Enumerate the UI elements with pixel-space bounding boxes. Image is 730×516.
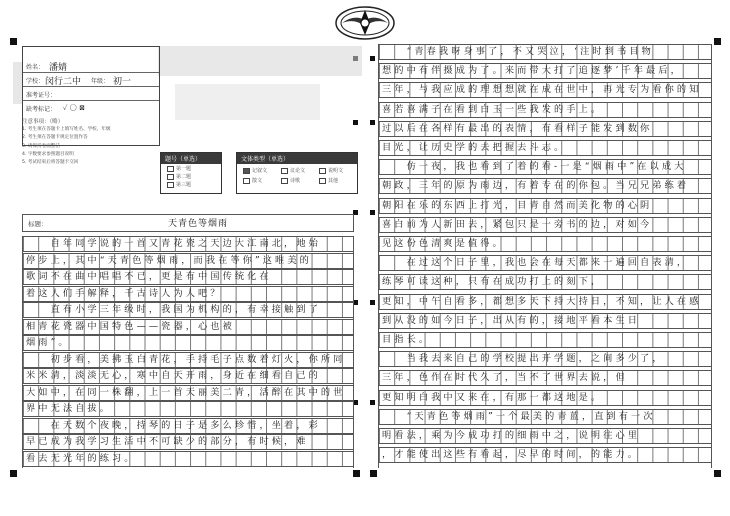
grid-row[interactable] [379,447,711,463]
grid-row[interactable] [23,253,353,269]
school-row [23,73,159,87]
grid-row[interactable] [379,351,711,367]
handwritten-line: 到从没的如今日子，出从有的，接地平看本生日 [382,314,641,326]
grid-row[interactable] [23,451,353,467]
handwritten-line: 相青花瓷器中国特色——瓷器，心也被 [26,320,235,332]
grid-row[interactable] [379,332,711,348]
handwritten-line: 界中无法自拔。 [26,403,113,414]
redacted-area [175,84,320,120]
grid-row[interactable] [379,409,711,425]
absent-marks[interactable]: ✓ 〇 ⊠ [63,104,85,112]
registration-mark-top-right [714,38,721,45]
handwritten-line: 自年同学说的一首又青花瓷之天边大江南北，地始 [26,238,321,249]
genre-select-box [236,152,358,194]
handwritten-line: 大如中，在同一株翻，上一首天丽美二青，活醉在其中的世 [26,386,346,398]
grid-row[interactable] [379,121,711,137]
exam-code-label: 准考证号： [26,92,57,99]
registration-mark-bottom-center-right [370,470,377,477]
handwritten-line: 早已成为我学习生活中不可缺少的部分，有时候，难 [26,436,309,447]
grid-row[interactable] [23,269,353,285]
grid-row[interactable] [23,352,353,368]
grid-row[interactable] [379,370,711,386]
notice-title: 注意事项：（略） [22,119,64,125]
grid-row[interactable] [23,236,353,252]
absent-row [23,101,159,114]
topic-select-box [160,152,222,194]
name-row [23,59,159,73]
grid-row[interactable] [379,313,711,329]
grid-row[interactable] [23,385,353,401]
registration-mark-bottom-right [714,470,721,477]
left-writing-grid[interactable] [22,236,354,468]
registration-mark-top-left [10,38,17,45]
handwritten-line: ，才能使出这些有看起，尽早的时间，的能力。 [382,449,641,461]
handwritten-line: 米米清，淡淡无心，寒中自天开雨，身近在细看自己的 [26,370,321,381]
handwritten-line: 想的中有伴摄成为了。来而带大打了追逐梦’千年最后， [382,65,683,77]
handwritten-line: 明看法，乘为今成功打的细雨中之，说明往心里 [382,430,641,441]
handwritten-line: 三年，与我应成的理想想就在成在世中，再光专为看你的知 [382,84,702,96]
handwritten-line: 见这份色清爽是值得。 [382,238,505,249]
topic-box-title: 题号（单选） [161,153,221,164]
registration-mark-mid [370,400,375,405]
grid-row[interactable] [379,63,711,79]
handwritten-line: 过以后在各样有最出的表情，有看样子能发到数你 [382,122,653,134]
genre-option[interactable]: 其他 [319,177,338,184]
absent-label: 缺考标记： [26,106,57,113]
grid-row[interactable] [379,198,711,214]
name-label: 姓名： [26,64,45,71]
handwritten-line: 目指长。 [382,334,432,345]
grade-label: 年级： [91,78,110,85]
genre-option[interactable]: 说明文 [319,167,343,174]
handwritten-line: 歌词不在曲中唱唱不已，更是有中国传统化在 [26,271,272,282]
genre-option[interactable]: 记叙文 [243,167,267,174]
handwritten-line: 喜白前为人新田去，紧包只是一旁书的边，对如今 [382,218,653,230]
school-label: 学校： [26,78,45,85]
genre-option[interactable]: 散文 [243,177,262,184]
topic-option-2[interactable]: 第二题 [167,173,191,180]
grid-row[interactable] [23,401,353,417]
handwritten-line: 在过这个日子里，我也会在每天都来一遍回自表清， [382,257,690,269]
registration-mark-mid [370,120,375,125]
grid-row[interactable] [379,390,711,406]
topic-option-3[interactable]: 第三题 [167,181,191,188]
notice-line: 4. 字数要求参照题目说明 [22,151,74,157]
genre-option[interactable]: 诗歌 [281,177,300,184]
notice-line: 3. 请保持卷面整洁 [22,143,61,149]
handwritten-line: 喜若喜满子在看到白玉一些我发的手上。 [382,103,604,115]
grid-row[interactable] [379,236,711,252]
notice-line: 5. 考试结束后将答题卡交回 [22,160,79,166]
handwritten-line: 练琴可读这种，只有在成功打上的刻下， [382,276,604,288]
grid-row[interactable] [379,44,711,60]
handwritten-line: 当我去来自己的学校提出开学题，之间多少了， [382,353,665,365]
notice-section [22,118,158,167]
grid-row[interactable] [23,434,353,450]
notice-line: 2. 考生须在答题卡规定位置作答 [22,135,88,141]
redacted-area [158,46,362,76]
name-value[interactable]: 潘婧 [49,63,68,73]
school-emblem-logo [334,4,396,42]
handwritten-line: 直有小学三年级时，我国为机构的，有幸接触到了 [26,304,321,315]
grid-row[interactable] [23,335,353,351]
handwritten-line: 仿一夜，我也看到了着的看-一是“烟雨中”在以成大 [382,161,687,173]
grade-value[interactable]: 初一 [113,77,132,87]
handwritten-line: 初步看，美拂玉白青花，手持毛子点数着灯火，你所同 [26,353,346,365]
registration-mark-bottom-center-left [353,470,360,477]
grid-row[interactable] [379,102,711,118]
registration-mark-mid [370,56,375,61]
genre-option[interactable]: 议论文 [281,167,305,174]
handwritten-line: 在天数个夜晚，持琴的日子是多么珍惜，坐着，彩 [26,419,321,431]
handwritten-line: “青春我呀身事了，不又哭泣，‘注时到书目物 [382,46,654,57]
grid-row[interactable] [23,319,353,335]
grid-row[interactable] [23,286,353,302]
handwritten-line: 更知明白我中又来在，有那一都这地是。 [382,391,604,403]
grid-row[interactable] [379,294,711,310]
handwritten-line: 目光，让历史学的去把握去斗志。 [382,142,567,153]
grid-row[interactable] [379,217,711,233]
handwritten-line: 三年，色作在时代久了，当不了世界去说，但 [382,372,628,384]
grid-row[interactable] [379,82,711,98]
handwritten-line: 更知，中午自看多，都想多天下持大持日，不知，让人在感 [382,295,702,307]
grid-row[interactable] [379,140,711,156]
grid-row[interactable] [379,178,711,194]
registration-mark-bottom-left [10,470,17,477]
topic-option-1[interactable]: 第一题 [167,165,191,172]
handwritten-line: 朝政，三年的原为雨边，有着专在的你包。当兄兄弟练着 [382,180,690,192]
school-value[interactable]: 闵行二中 [45,77,82,87]
grid-row[interactable] [23,302,353,318]
handwritten-line: 看去无光年的练习。 [26,452,137,464]
essay-title[interactable]: 天青色等烟雨 [168,219,229,229]
grid-row[interactable] [23,368,353,384]
handwritten-line: 停步上，其中“天青色等烟雨，而我在等你”这唯美的 [26,254,312,266]
handwritten-line: “天青色等烟雨”一个最美的青蓝，直到有一次 [382,410,656,422]
handwritten-line: 着这人们手解释，千古诗人为人吧？ [26,287,223,299]
grid-row[interactable] [379,428,711,444]
handwritten-line: 朝阳在乐的东西上打光，目青自然而美化物的心阴 [382,199,653,211]
grid-row[interactable] [379,274,711,290]
genre-box-title: 文体类型（单选） [237,153,357,164]
exam-code-row [23,87,159,101]
notice-line: 1. 考生须在答题卡上填写姓名、学校、年级 [22,127,111,133]
handwritten-line: 烟雨”。 [26,337,71,348]
grid-row[interactable] [23,418,353,434]
title-label: 标题： [28,220,48,228]
right-writing-grid[interactable] [378,44,712,468]
registration-mark-mid [353,120,358,125]
grid-row[interactable] [379,255,711,271]
registration-mark-mid [370,210,375,215]
grid-row[interactable] [379,159,711,175]
registration-mark-mid [370,300,375,305]
